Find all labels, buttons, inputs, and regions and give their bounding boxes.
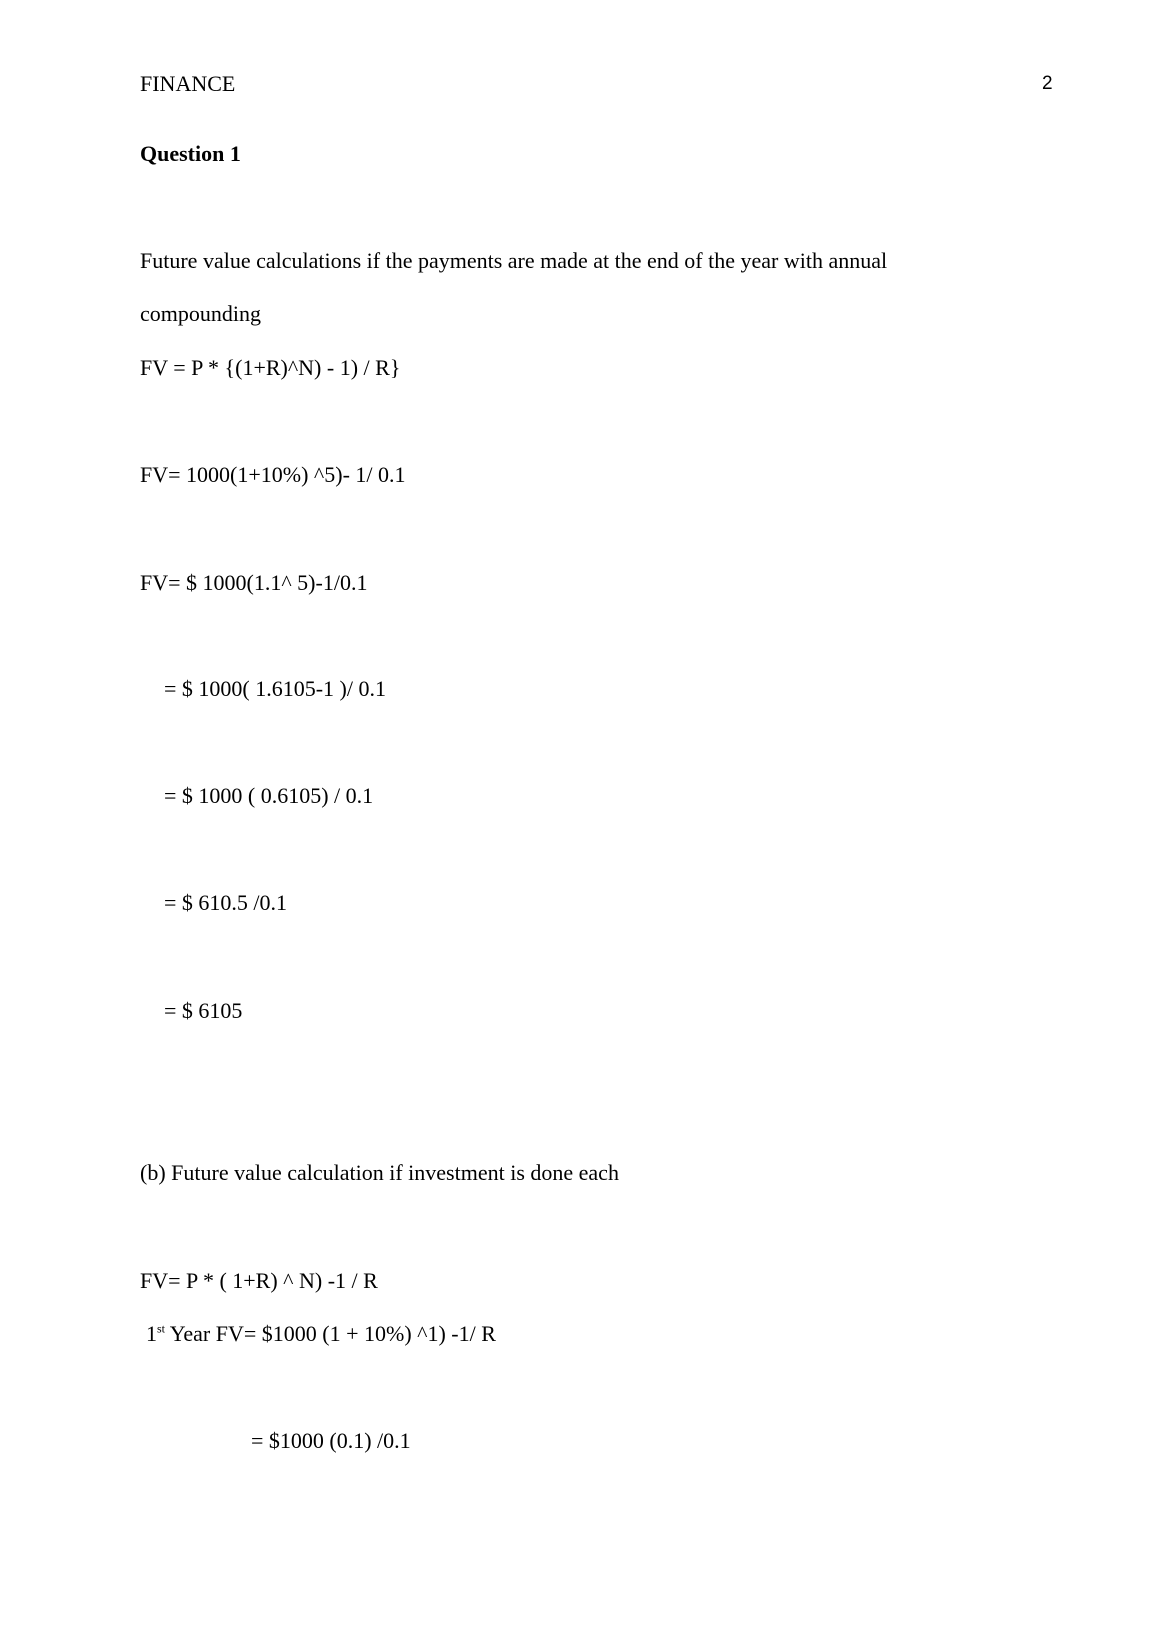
- part-a-step2: FV= $ 1000(1.1^ 5)-1/0.1: [140, 570, 368, 595]
- year1-number: 1: [146, 1321, 157, 1346]
- part-a-step6: = $ 6105: [164, 998, 243, 1023]
- part-a-intro-line1: Future value calculations if the payments are made at the end of the year with annual: [140, 248, 888, 273]
- year1-superscript: st: [157, 1321, 166, 1336]
- part-a-step4: = $ 1000 ( 0.6105) / 0.1: [164, 783, 374, 808]
- part-b-formula: FV= P * ( 1+R) ^ N) -1 / R: [140, 1268, 378, 1293]
- question-heading: Question 1: [140, 141, 241, 166]
- part-b-year1-line: [146, 1321, 496, 1347]
- part-a-step3: = $ 1000( 1.6105-1 )/ 0.1: [164, 676, 386, 701]
- page-number: 2: [1042, 73, 1053, 94]
- part-a-step1: FV= 1000(1+10%) ^5)- 1/ 0.1: [140, 462, 406, 487]
- part-b-intro: (b) Future value calculation if investment is done each: [140, 1160, 619, 1185]
- part-b-year1-step: = $1000 (0.1) /0.1: [251, 1428, 411, 1453]
- part-a-formula: FV = P * {(1+R)^N) - 1) / R}: [140, 355, 401, 380]
- header-title: FINANCE: [140, 71, 236, 96]
- part-a-step5: = $ 610.5 /0.1: [164, 890, 288, 915]
- part-a-intro-line2: compounding: [140, 301, 261, 326]
- year1-calculation: Year FV= $1000 (1 + 10%) ^1) -1/ R: [165, 1321, 496, 1346]
